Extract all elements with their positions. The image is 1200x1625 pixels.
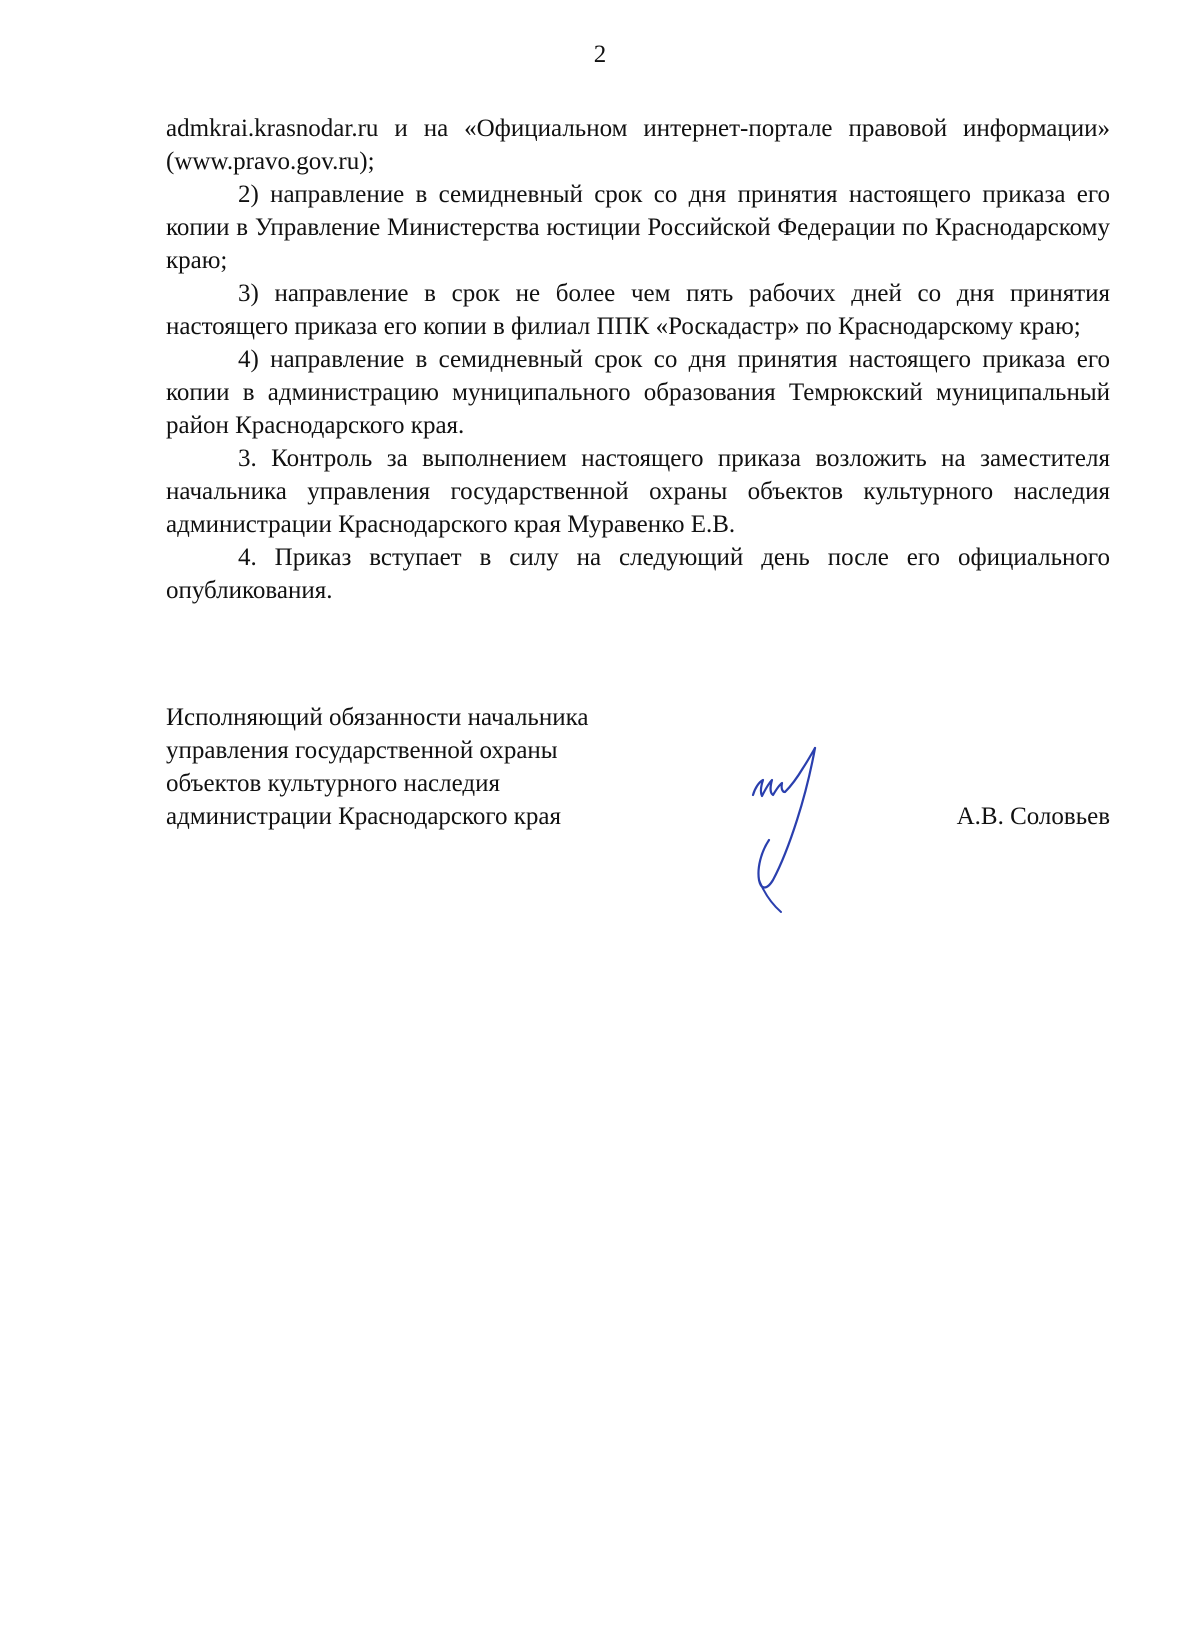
signer-position-line: объектов культурного наследия (166, 770, 500, 797)
paragraph-item-3: 3) направление в срок не более чем пять рабочих дней со дня принятия настоящего приказа его копии в филиал ППК «Роскадастр» по Краснодарскому краю; (166, 280, 1110, 340)
signer-position-line: управления государственной охраны (166, 737, 558, 764)
signer-position (166, 701, 726, 833)
signer-name: А.В. Соловьев (956, 803, 1110, 830)
paragraph-continuation: admkrai.krasnodar.ru и на «Официальном интернет-портале правовой информации» (www.pravo.gov.ru); (166, 115, 1110, 175)
signer-position-line: Исполняющий обязанности начальника (166, 704, 589, 731)
signer-position-line: администрации Краснодарского края (166, 803, 562, 830)
paragraph-point-4: 4. Приказ вступает в силу на следующий день после его официального опубликования. (166, 544, 1110, 604)
document-body (166, 112, 1110, 607)
page-number: 2 (593, 41, 607, 68)
paragraph-item-2: 2) направление в семидневный срок со дня принятия настоящего приказа его копии в Управление Министерства юстиции Российской Федерации по Краснодарскому краю; (166, 181, 1110, 274)
handwritten-signature (745, 740, 855, 920)
paragraph-item-4: 4) направление в семидневный срок со дня принятия настоящего приказа его копии в администрацию муниципального образования Темрюкский муниципальный район Краснодарского края. (166, 346, 1110, 439)
paragraph-point-3: 3. Контроль за выполнением настоящего приказа возложить на заместителя начальника управления государственной охраны объектов культурного наследия администрации Краснодарского края Муравенко Е.В. (166, 445, 1110, 538)
